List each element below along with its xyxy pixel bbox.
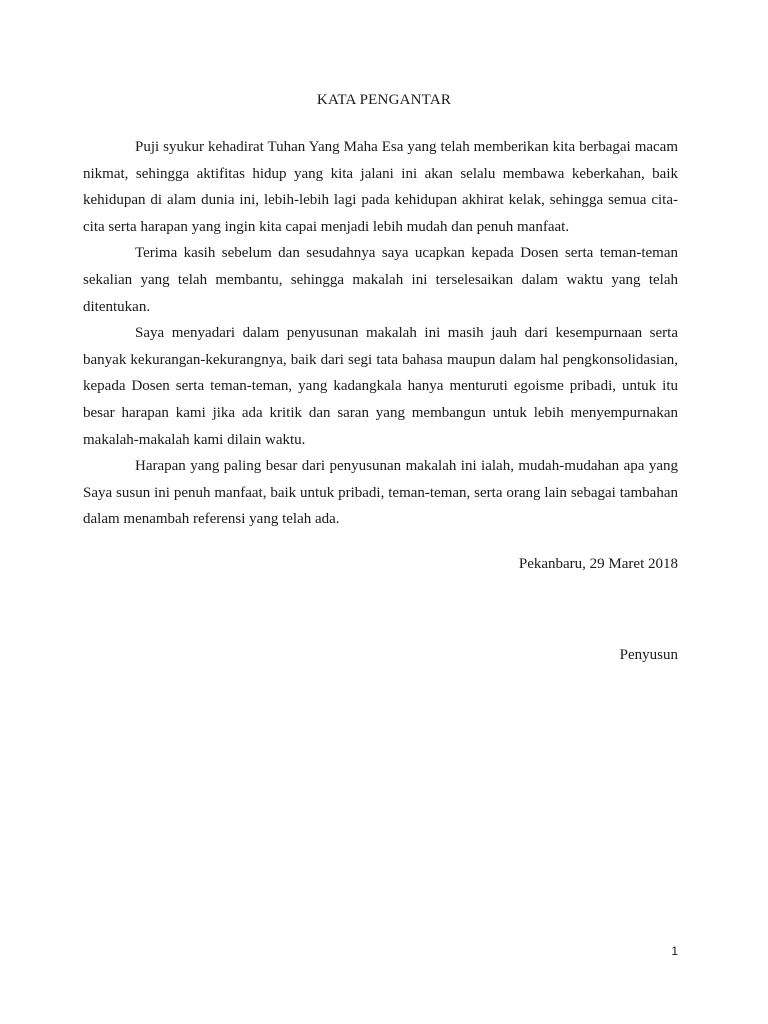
paragraph-2: Terima kasih sebelum dan sesudahnya saya ucapkan kepada Dosen serta teman-teman sekalian yang telah membantu, sehingga makalah ini terselesaikan dalam waktu yang telah ditentukan. [83,245,678,315]
paragraph-1: Puji syukur kehadirat Tuhan Yang Maha Esa yang telah memberikan kita berbagai macam nikmat, sehingga aktifitas hidup yang kita jalani ini akan selalu membawa keberkahan, baik kehidupan di alam dunia ini, lebih-lebih lagi pada kehidupan akhirat kelak, sehingga semua cita-cita serta harapan yang ingin kita capai menjadi lebih mudah dan penuh manfaat. [83,139,678,235]
page-title: KATA PENGANTAR [316,92,452,108]
author-signature-label: Penyusun [619,647,678,663]
paragraph-4: Harapan yang paling besar dari penyusunan makalah ini ialah, mudah-mudahan apa yang Saya susun ini penuh manfaat, baik untuk pribadi, teman-teman, serta orang lain sebagai tambahan dalam menambah referensi yang telah ada. [83,458,678,528]
paragraph-3: Saya menyadari dalam penyusunan makalah ini masih jauh dari kesempurnaan serta banyak kekurangan-kekurangnya, baik dari segi tata bahasa maupun dalam hal pengkonsolidasian, kepada Dosen serta teman-teman, yang kadangkala hanya menturuti egoisme pribadi, untuk itu besar harapan kami jika ada kritik dan saran yang membangun untuk lebih menyempurnakan makalah-makalah kami dilain waktu. [83,325,678,448]
body-text [83,134,678,533]
page-number: 1 [671,944,678,958]
place-date: Pekanbaru, 29 Maret 2018 [518,556,678,572]
